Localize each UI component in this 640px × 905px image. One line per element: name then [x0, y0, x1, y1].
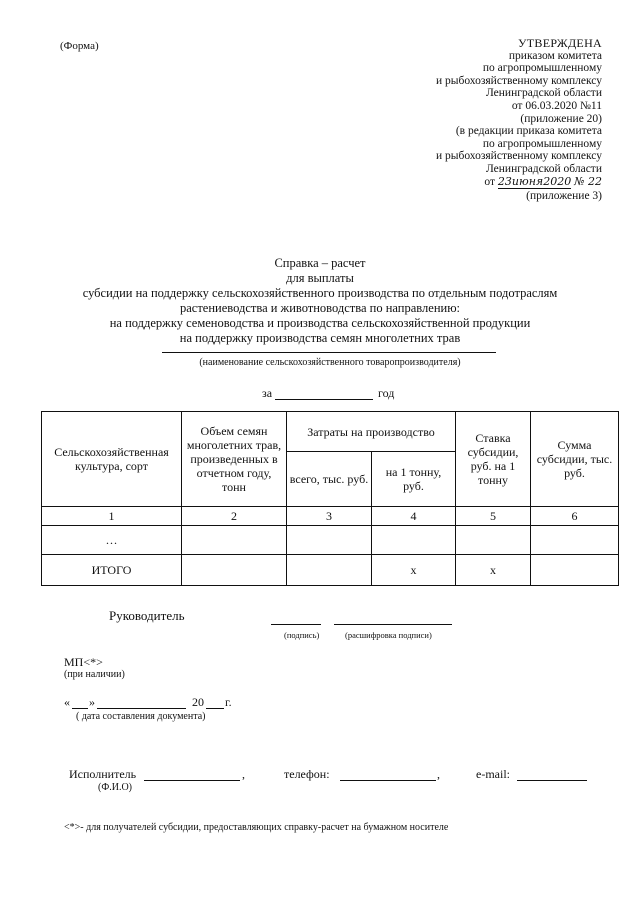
- period-prefix: за: [262, 386, 273, 400]
- approval-line: Ленинградской области: [485, 162, 602, 175]
- date-year-line: [206, 708, 224, 709]
- sign-caption: (подпись): [284, 630, 320, 640]
- approval-line: по агропромышленному: [482, 62, 602, 75]
- column-numbers-row: [42, 507, 619, 526]
- date-open-quote: «: [64, 695, 70, 709]
- column-number: 3: [287, 507, 372, 526]
- date-year-suffix: г.: [225, 695, 232, 709]
- column-number: 4: [372, 507, 456, 526]
- phone-line: [340, 780, 436, 781]
- table-cell: [456, 526, 531, 555]
- date-caption: ( дата составления документа): [76, 711, 206, 722]
- signature-decode-line: [334, 624, 452, 625]
- approval-line: и рыбохозяйственному комплексу: [435, 74, 602, 87]
- approval-line: по агропромышленному: [482, 137, 602, 150]
- executor-label: Исполнитель: [69, 767, 137, 781]
- table-cell: [182, 555, 287, 586]
- heading-line: субсидии на поддержку сельскохозяйственного производства по отдельным подотраслям: [82, 286, 558, 300]
- column-number: 2: [182, 507, 287, 526]
- approval-title: УТВЕРЖДЕНА: [517, 36, 602, 50]
- heading-line: Справка – расчет: [274, 256, 366, 270]
- table-cell: [287, 526, 372, 555]
- table-cell: [531, 555, 619, 586]
- table-cell: …: [42, 526, 182, 555]
- decode-caption: (расшифровка подписи): [345, 630, 432, 640]
- table-cell: х: [372, 555, 456, 586]
- date-month-line: [97, 708, 186, 709]
- signature-line: [271, 624, 321, 625]
- table-row: [42, 526, 619, 555]
- header-costs-per-ton: на 1 тонну, руб.: [372, 452, 456, 507]
- footnote: <*>- для получателей субсидии, предоставляющих справку-расчет на бумажном носителе: [64, 822, 449, 833]
- column-number: 6: [531, 507, 619, 526]
- stamp-note: (при наличии): [64, 669, 125, 680]
- approval-line: (в редакции приказа комитета: [455, 125, 602, 138]
- period-line: [275, 399, 373, 400]
- header-rate: Ставка субсидии, руб. на 1 тонну: [456, 412, 531, 507]
- producer-name-line: [162, 352, 496, 353]
- heading-line: на поддержку производства семян многолетних трав: [179, 331, 461, 345]
- handwritten-prefix: от: [484, 175, 496, 188]
- approval-line: приказом комитета: [508, 49, 602, 62]
- handwritten-line: [436, 176, 602, 190]
- table-cell: ИТОГО: [42, 555, 182, 586]
- producer-caption: (наименование сельскохозяйственного товаропроизводителя): [199, 357, 461, 368]
- stamp-label: МП<*>: [64, 655, 103, 669]
- heading-line: для выплаты: [286, 271, 354, 285]
- column-number: 5: [456, 507, 531, 526]
- handwritten-date: 23июня2020: [497, 174, 572, 188]
- executor-comma: ,: [242, 767, 245, 781]
- table-total-row: [42, 555, 619, 586]
- approval-appendix: (приложение 3): [526, 189, 602, 202]
- date-close-quote: »: [89, 695, 95, 709]
- form-label: (Форма): [60, 40, 99, 52]
- executor-fio-caption: (Ф.И.О): [98, 782, 133, 793]
- table-cell: [531, 526, 619, 555]
- approval-line: (приложение 20): [520, 112, 602, 125]
- table-cell: [182, 526, 287, 555]
- approval-line: Ленинградской области: [485, 87, 602, 100]
- column-number: 1: [42, 507, 182, 526]
- header-costs: Затраты на производство: [287, 412, 456, 452]
- date-year-prefix: 20: [192, 695, 204, 709]
- heading-line: на поддержку семеноводства и производства сельскохозяйственной продукции: [109, 316, 531, 330]
- table-cell: [372, 526, 456, 555]
- header-costs-total: всего, тыс. руб.: [287, 452, 372, 507]
- phone-label: телефон:: [284, 767, 330, 781]
- head-label: Руководитель: [109, 608, 185, 623]
- email-line: [517, 780, 587, 781]
- date-day-line: [72, 708, 88, 709]
- header-volume: Объем семян многолетних трав, произведенных в отчетном году, тонн: [182, 412, 287, 507]
- header-crop: Сельскохозяйственная культура, сорт: [42, 412, 182, 507]
- handwritten-number: № 22: [574, 174, 602, 188]
- approval-line: и рыбохозяйственному комплексу: [435, 150, 602, 163]
- table-cell: [287, 555, 372, 586]
- table-cell: х: [456, 555, 531, 586]
- subsidy-table: [41, 411, 619, 586]
- email-label: e-mail:: [476, 767, 510, 781]
- period-suffix: год: [378, 386, 395, 400]
- approval-line: от 06.03.2020 №11: [511, 99, 602, 112]
- executor-name-line: [144, 780, 240, 781]
- header-sum: Сумма субсидии, тыс. руб.: [531, 412, 619, 507]
- phone-comma: ,: [437, 767, 440, 781]
- heading-line: растениеводства и животноводства по направлению:: [179, 301, 461, 315]
- approval-block: [436, 37, 602, 202]
- document-heading: [0, 256, 640, 346]
